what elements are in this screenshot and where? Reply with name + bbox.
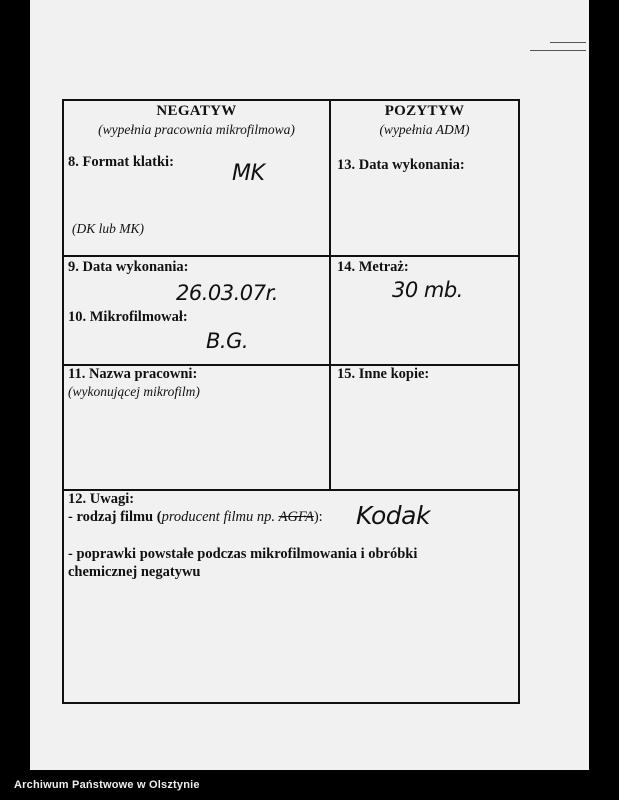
format-hint: (DK lub MK)	[72, 221, 144, 236]
length-cell	[331, 257, 518, 364]
pozytyw-header-cell	[331, 101, 518, 255]
format-label: 8. Format klatki:	[68, 154, 174, 170]
scan-mark	[550, 42, 586, 43]
format-value: MK	[232, 161, 265, 186]
lab-label: 11. Nazwa pracowni:	[68, 366, 198, 382]
film-type-hint: producent filmu np.	[161, 509, 276, 525]
negatyw-title: NEGATYW	[156, 103, 237, 119]
corrections-line-1: - poprawki powstałe podczas mikrofilmowania i obróbki	[68, 546, 418, 562]
date-value: 26.03.07r.	[176, 281, 278, 305]
film-type-prefix: - rodzaj filmu (	[68, 509, 162, 525]
corrections-line-2: chemicznej negatywu	[68, 564, 201, 580]
negatyw-subtitle: (wypełnia pracownia mikrofilmowa)	[98, 122, 295, 137]
copies-cell	[331, 366, 518, 489]
remarks-label: 12. Uwagi:	[68, 491, 135, 507]
pozytyw-subtitle: (wypełnia ADM)	[379, 122, 470, 137]
pozytyw-title: POZYTYW	[384, 103, 465, 119]
film-type-line	[68, 509, 323, 526]
pozytyw-date-label: 13. Data wykonania:	[337, 157, 465, 173]
date-label: 9. Data wykonania:	[68, 259, 189, 275]
operator-value: B.G.	[206, 329, 249, 353]
date-operator-cell	[64, 257, 329, 364]
scan-mark	[530, 50, 586, 51]
film-type-value: Kodak	[356, 501, 430, 530]
operator-label: 10. Mikrofilmował:	[68, 309, 188, 325]
microfilm-form	[62, 99, 520, 704]
remarks-cell	[64, 491, 518, 702]
length-value: 30 mb.	[392, 278, 463, 302]
lab-hint: (wykonującej mikrofilm)	[68, 384, 200, 399]
length-label: 14. Metraż:	[337, 259, 409, 275]
film-type-suffix: ):	[313, 509, 323, 525]
copies-label: 15. Inne kopie:	[337, 366, 430, 382]
negatyw-header-cell	[64, 101, 329, 255]
archive-footer: Archiwum Państwowe w Olsztynie	[14, 779, 200, 791]
lab-cell	[64, 366, 329, 489]
film-type-example: AGFA	[278, 509, 314, 525]
